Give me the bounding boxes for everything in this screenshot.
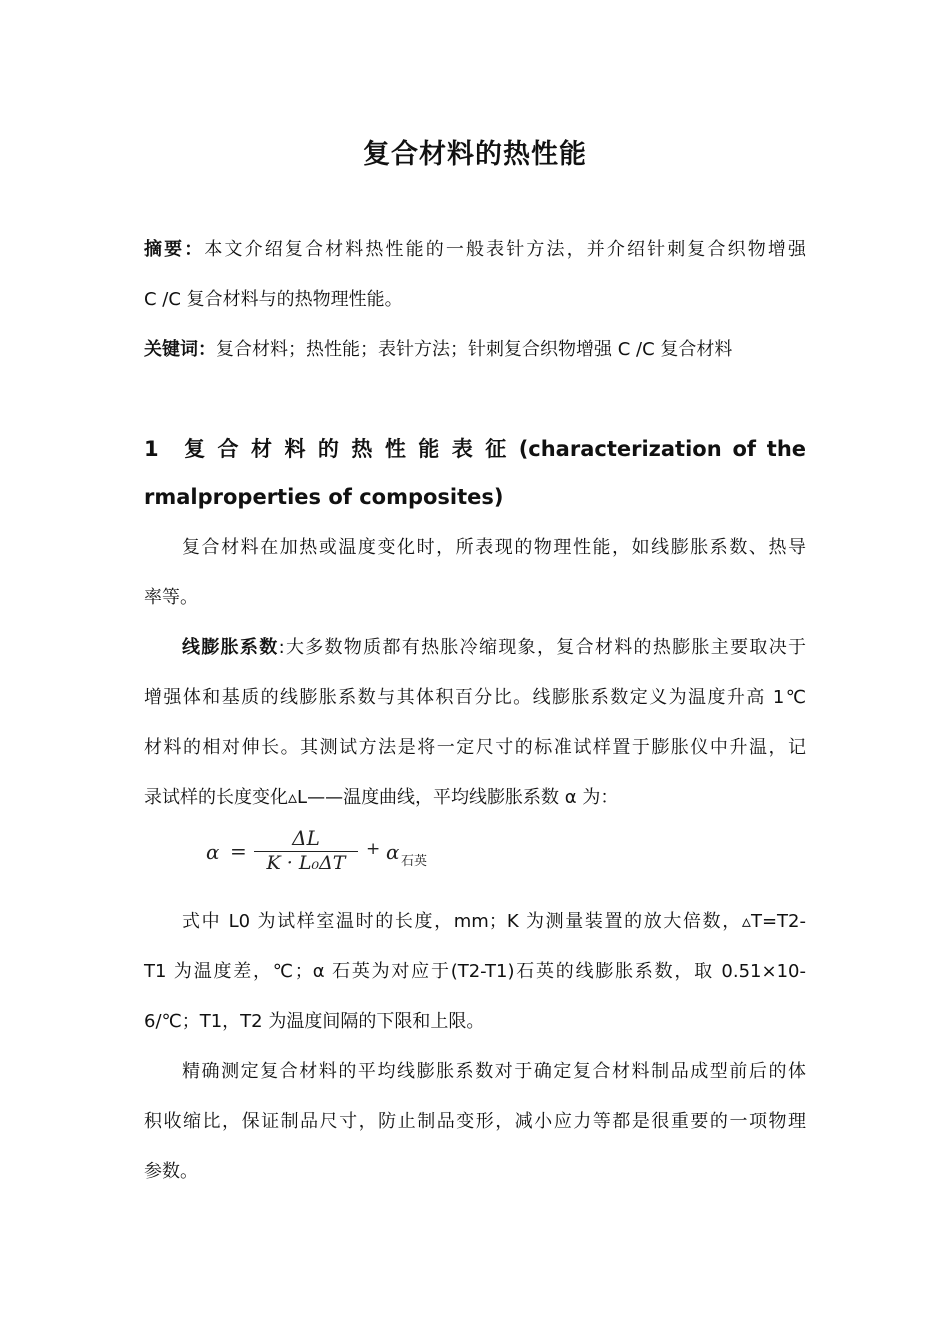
para3-line-2: T1 为温度差，℃；α 石英为对应于(T2-T1)石英的线膨胀系数，取 0.51×10- bbox=[144, 961, 806, 982]
para4-line-2: 积收缩比，保证制品尺寸，防止制品变形，减小应力等都是很重要的一项物理 bbox=[144, 1111, 806, 1132]
abstract-label: 摘要： bbox=[144, 239, 205, 260]
para3-line-3: 6/℃；T1，T2 为温度间隔的下限和上限。 bbox=[144, 1011, 485, 1032]
para4-line-3: 参数。 bbox=[144, 1161, 198, 1182]
para1-line-1: 复合材料在加热或温度变化时，所表现的物理性能，如线膨胀系数、热导 bbox=[182, 537, 806, 558]
para2-line-4: 录试样的长度变化▵L——温度曲线，平均线膨胀系数 α 为： bbox=[144, 787, 619, 808]
formula-alpha-quartz: α bbox=[386, 840, 400, 864]
para2-line-1: 线膨胀系数:大多数物质都有热胀冷缩现象，复合材料的热膨胀主要取决于 bbox=[182, 637, 807, 658]
keywords-label: 关键词： bbox=[144, 339, 216, 360]
abstract-line-1: 摘要：本文介绍复合材料热性能的一般表针方法，并介绍针刺复合织物增强 bbox=[144, 239, 806, 260]
para2-line-2: 增强体和基质的线膨胀系数与其体积百分比。线膨胀系数定义为温度升高 1℃ bbox=[144, 687, 806, 708]
body-text-2 bbox=[144, 897, 806, 1197]
section-heading-line-1 bbox=[144, 425, 806, 473]
formula-subscript: 石英 bbox=[401, 854, 428, 869]
keywords-text: 复合材料；热性能；表针方法；针刺复合织物增强 C /C 复合材料 bbox=[216, 339, 733, 360]
page-title: 复合材料的热性能 bbox=[363, 139, 587, 170]
formula-numerator: ΔL bbox=[292, 826, 320, 850]
keywords bbox=[144, 325, 806, 375]
para1-line-2: 率等。 bbox=[144, 587, 198, 608]
para3-line-1: 式中 L0 为试样室温时的长度，mm；K 为测量装置的放大倍数，▵T=T2- bbox=[182, 911, 806, 932]
formula-equals: = bbox=[230, 839, 247, 863]
abstract bbox=[144, 225, 806, 375]
formula bbox=[206, 826, 446, 876]
abstract-line-2: C /C 复合材料与的热物理性能。 bbox=[144, 289, 403, 310]
section-number: 1 bbox=[144, 437, 159, 461]
para4-line-1: 精确测定复合材料的平均线膨胀系数对于确定复合材料制品成型前后的体 bbox=[182, 1061, 806, 1082]
section-title-cn: 复合材料的热性能表征 bbox=[180, 437, 519, 461]
formula-plus: + bbox=[366, 839, 381, 859]
formula-denominator: K · L₀ΔT bbox=[266, 852, 346, 874]
section-title-en-1: (characterization of the bbox=[518, 437, 807, 461]
section-heading bbox=[144, 425, 806, 521]
para2-line-3: 材料的相对伸长。其测试方法是将一定尺寸的标准试样置于膨胀仪中升温，记 bbox=[144, 737, 806, 758]
body-text-1 bbox=[144, 523, 806, 823]
formula-alpha: α bbox=[206, 840, 220, 864]
section-title-en-2: rmalproperties of composites) bbox=[144, 485, 504, 509]
term-linear-expansion: 线膨胀系数 bbox=[182, 637, 279, 658]
